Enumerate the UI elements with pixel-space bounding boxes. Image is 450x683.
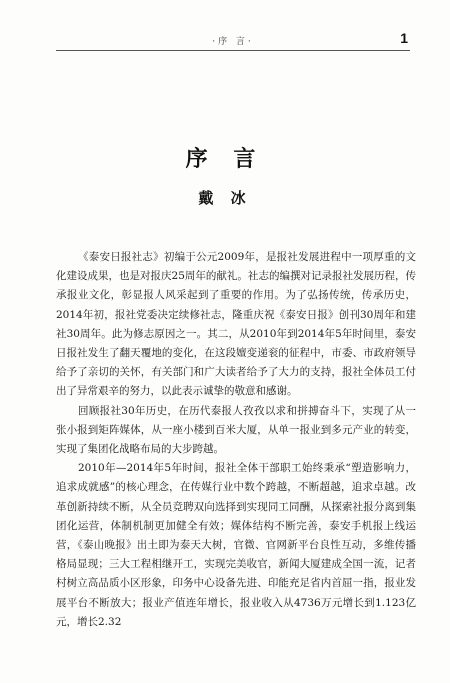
paragraph: 2010年—2014年5年时间，报社全体干部职工始终秉承“塑造影响力，追求成就感”的核心理念，在传媒行业中数个跨越，不断超越，追求卓越。改革创新持续不断，从全员竞聘双向选择到实现同工同酬，从探索社报分离到集团化运营，体制机制更加健全有效；媒体结构不断完善，泰安手机报上线运营，《泰山晚报》出土即为泰天大树，官微、官网新平台良性互动，多维传播格局显现；三大工程相继开工，实现完美收官，新闻大厦建成全国一流，记者村树立高品质小区形象，印务中心设备先进、印能充足省内首屈一指，报业发展平台不断放大；报业产值连年增长，报业收入从4736万元增长到1.123亿元，增长2.32	[56, 462, 416, 628]
header-rule	[56, 50, 410, 51]
author-name: 戴 冰	[198, 189, 252, 207]
body-text	[56, 248, 416, 632]
running-title: ·序 言·	[212, 37, 254, 47]
page-number: 1	[400, 30, 408, 46]
paragraph: 回顾报社30年历史，在历代泰报人孜孜以求和拼搏奋斗下，实现了从一张小报到矩阵媒体，从一座小楼到百米大厦，从单一报业到多元产业的转变，实现了集团化战略布局的大步跨越。	[56, 404, 416, 456]
page-header	[56, 30, 410, 50]
preface-title: 序 言	[185, 147, 265, 172]
paragraph: 《泰安日报社志》初编于公元2009年，是报社发展进程中一项厚重的文化建设成果，也是对报庆25周年的献礼。社志的编撰对记录报社发展历程，传承报业文化，彰显报人风采起到了重要的作用。为了弘扬传统，传承历史，2014年初，报社党委决定续修社志，隆重庆祝《泰安日报》创刊30周年和建社30周年。此为修志原因之一。其二，从2010年到2014年5年时间里，泰安日报社发生了翻天覆地的变化，在这段嬗变递衮的征程中，市委、市政府领导给予了亲切的关怀，有关部门和广大读者给予了大力的支持，报社全体员工付出了异常艰辛的努力，以此表示诚挚的敬意和感谢。	[56, 251, 416, 398]
